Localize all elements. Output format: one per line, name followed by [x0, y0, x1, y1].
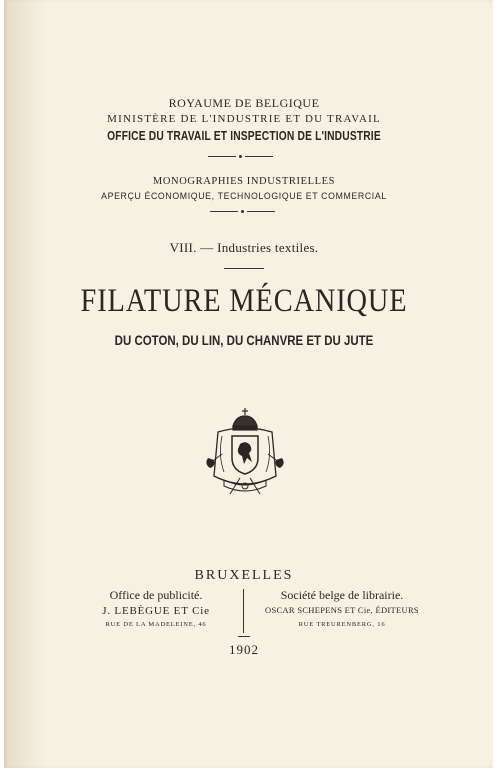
main-subtitle: DU COTON, DU LIN, DU CHANVRE ET DU JUTE	[114, 333, 374, 348]
year-rule	[238, 636, 250, 637]
imprint-divider	[243, 589, 244, 633]
divider-dot	[239, 155, 242, 158]
publisher-left-title: Office de publicité.	[109, 588, 203, 602]
office-line: OFFICE DU TRAVAIL ET INSPECTION DE L'INDUSTRIE	[107, 129, 381, 143]
series-title: MONOGRAPHIES INDUSTRIELLES	[152, 176, 336, 187]
publisher-right-name: OSCAR SCHEPENS ET Cie, ÉDITEURS	[265, 605, 419, 615]
publisher-left-name: J. LEBÈGUE ET Cie	[102, 605, 210, 617]
main-title: FILATURE MÉCANIQUE	[80, 283, 408, 319]
divider-rule	[247, 211, 275, 212]
kingdom-line: ROYAUME DE BELGIQUE	[168, 96, 320, 110]
divider-rule	[224, 268, 264, 269]
publisher-left-address: RUE DE LA MADELEINE, 46	[105, 621, 207, 628]
series-subtitle: APERÇU ÉCONOMIQUE, TECHNOLOGIQUE ET COMMERCIAL	[101, 191, 387, 202]
divider-rule	[208, 156, 236, 157]
ministry-line: MINISTÈRE DE L'INDUSTRIE ET DU TRAVAIL	[107, 113, 381, 125]
publisher-right-address: RUE TREURENBERG, 16	[298, 621, 386, 628]
imprint-city: BRUXELLES	[194, 568, 294, 583]
divider-rule	[245, 156, 273, 157]
publication-year: 1902	[229, 642, 259, 657]
publisher-right-title: Société belge de librairie.	[280, 588, 404, 602]
coat-of-arms-emblem	[200, 406, 290, 498]
title-page	[4, 0, 493, 768]
divider-rule	[210, 211, 238, 212]
divider-dot	[241, 210, 244, 213]
section-heading: VIII. — Industries textiles.	[169, 240, 319, 255]
